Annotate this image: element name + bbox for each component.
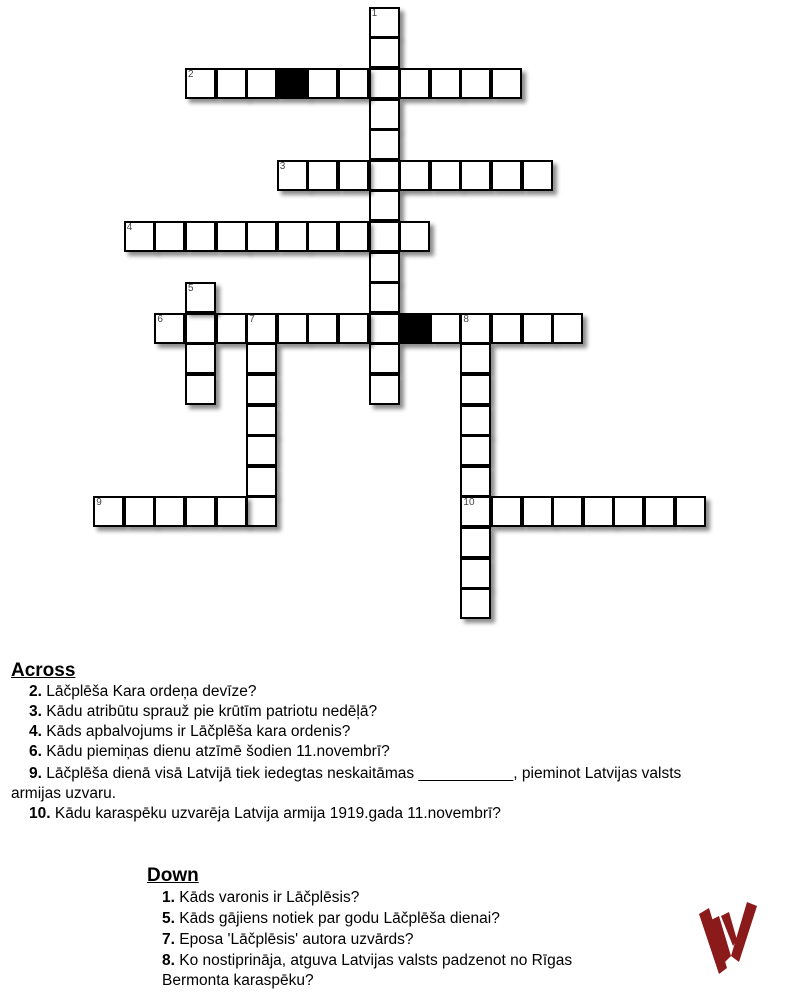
answer-cell[interactable] xyxy=(369,374,400,405)
answer-cell[interactable] xyxy=(338,160,369,191)
answer-cell[interactable] xyxy=(185,496,216,527)
black-square xyxy=(277,68,308,99)
answer-cell[interactable] xyxy=(369,343,400,374)
black-square xyxy=(399,313,430,344)
answer-cell[interactable] xyxy=(369,7,400,38)
answer-cell[interactable] xyxy=(369,190,400,221)
answer-cell[interactable] xyxy=(277,313,308,344)
answer-cell[interactable] xyxy=(460,466,491,497)
clue-text: Lāčplēša dienā visā Latvijā tiek iedegtas neskaitāmas ___________, pieminot Latvijas valsts xyxy=(46,765,682,782)
answer-cell[interactable] xyxy=(583,496,614,527)
answer-cell[interactable] xyxy=(644,496,675,527)
clue-text: Ko nostiprināja, atguva Latvijas valsts padzenot no Rīgas xyxy=(179,952,573,969)
across-clue-3 xyxy=(29,702,377,722)
answer-cell[interactable] xyxy=(460,558,491,589)
down-clue-8-continuation: Bermonta karaspēku? xyxy=(162,972,314,989)
answer-cell[interactable] xyxy=(246,343,277,374)
clue-number-label: 3 xyxy=(279,160,286,172)
answer-cell[interactable] xyxy=(369,68,400,99)
across-clue-4 xyxy=(29,722,350,742)
down-clue-8 xyxy=(162,951,572,971)
clue-text: Kāds gājiens notiek par godu Lāčplēša dienai? xyxy=(179,910,500,927)
clue-number: 8. xyxy=(162,952,175,969)
answer-cell[interactable] xyxy=(154,221,185,252)
clue-text: Kāds apbalvojums ir Lāčplēša kara ordenis? xyxy=(46,723,351,740)
answer-cell[interactable] xyxy=(154,496,185,527)
answer-cell[interactable] xyxy=(522,313,553,344)
answer-cell[interactable] xyxy=(460,343,491,374)
clue-number-label: 8 xyxy=(463,313,469,325)
clue-number-label: 9 xyxy=(96,497,102,509)
answer-cell[interactable] xyxy=(185,282,216,313)
answer-cell[interactable] xyxy=(491,68,522,99)
clue-text: Kādu atribūtu sprauž pie krūtīm patriotu nedēļā? xyxy=(46,703,378,720)
clue-number: 6. xyxy=(29,743,42,760)
answer-cell[interactable] xyxy=(277,221,308,252)
answer-cell[interactable] xyxy=(491,496,522,527)
answer-cell[interactable] xyxy=(369,37,400,68)
answer-cell[interactable] xyxy=(185,221,216,252)
clue-number: 5. xyxy=(162,910,175,927)
clue-text: Kādu karaspēku uzvarēja Latvija armija 1919.gada 11.novembrī? xyxy=(54,805,501,822)
down-clue-1 xyxy=(162,888,359,908)
answer-cell[interactable] xyxy=(307,313,338,344)
answer-cell[interactable] xyxy=(675,496,706,527)
answer-cell[interactable] xyxy=(338,68,369,99)
answer-cell[interactable] xyxy=(430,313,461,344)
down-clue-5 xyxy=(162,909,500,929)
across-clue-10 xyxy=(29,804,501,824)
answer-cell[interactable] xyxy=(460,496,491,527)
answer-cell[interactable] xyxy=(369,282,400,313)
answer-cell[interactable] xyxy=(216,496,247,527)
answer-cell[interactable] xyxy=(246,221,277,252)
answer-cell[interactable] xyxy=(124,496,155,527)
down-heading: Down xyxy=(147,865,199,886)
across-clue-9 xyxy=(29,764,789,784)
answer-cell[interactable] xyxy=(460,405,491,436)
answer-cell[interactable] xyxy=(460,374,491,405)
clue-text: Kāds varonis ir Lāčplēsis? xyxy=(179,889,360,906)
answer-cell[interactable] xyxy=(369,99,400,130)
answer-cell[interactable] xyxy=(246,466,277,497)
answer-cell[interactable] xyxy=(185,313,216,344)
clue-number: 10. xyxy=(29,805,51,822)
clue-number-label: 2 xyxy=(188,69,194,80)
answer-cell[interactable] xyxy=(460,313,491,344)
answer-cell[interactable] xyxy=(369,160,400,191)
answer-cell[interactable] xyxy=(430,160,461,191)
answer-cell[interactable] xyxy=(93,496,124,527)
answer-cell[interactable] xyxy=(460,588,491,619)
down-clue-7 xyxy=(162,930,414,950)
across-clue-9-continuation: armijas uzvaru. xyxy=(11,785,117,802)
answer-cell[interactable] xyxy=(246,496,277,527)
answer-cell[interactable] xyxy=(460,527,491,558)
clue-number: 1. xyxy=(162,889,175,906)
latvian-army-logo xyxy=(697,900,759,980)
answer-cell[interactable] xyxy=(246,313,277,344)
answer-cell[interactable] xyxy=(522,160,553,191)
answer-cell[interactable] xyxy=(185,374,216,405)
clue-number-label: 5 xyxy=(188,283,194,295)
answer-cell[interactable] xyxy=(460,68,491,99)
answer-cell[interactable] xyxy=(369,129,400,160)
answer-cell[interactable] xyxy=(552,496,583,527)
logo-stripe xyxy=(731,902,757,962)
answer-cell[interactable] xyxy=(399,160,430,191)
answer-cell[interactable] xyxy=(460,435,491,466)
answer-cell[interactable] xyxy=(491,313,522,344)
answer-cell[interactable] xyxy=(246,68,277,99)
answer-cell[interactable] xyxy=(216,313,247,344)
across-clue-6 xyxy=(29,742,390,762)
across-clue-2 xyxy=(29,682,257,702)
clue-text: Eposa 'Lāčplēsis' autora uzvārds? xyxy=(179,931,414,948)
answer-cell[interactable] xyxy=(460,160,491,191)
answer-cell[interactable] xyxy=(246,405,277,436)
answer-cell[interactable] xyxy=(399,68,430,99)
answer-cell[interactable] xyxy=(491,160,522,191)
answer-cell[interactable] xyxy=(216,221,247,252)
clue-number-label: 10 xyxy=(463,497,475,509)
clue-number-label: 4 xyxy=(126,222,133,233)
answer-cell[interactable] xyxy=(124,221,155,252)
answer-cell[interactable] xyxy=(307,160,338,191)
clue-number: 3. xyxy=(29,703,42,720)
answer-cell[interactable] xyxy=(185,343,216,374)
answer-cell[interactable] xyxy=(369,252,400,283)
answer-cell[interactable] xyxy=(185,68,216,99)
clue-text: Kādu piemiņas dienu atzīmē šodien 11.novembrī? xyxy=(46,743,390,760)
clue-text: Lāčplēša Kara ordeņa devīze? xyxy=(46,683,257,700)
clue-number: 4. xyxy=(29,723,42,740)
answer-cell[interactable] xyxy=(430,68,461,99)
answer-cell[interactable] xyxy=(552,313,583,344)
clue-number-label: 6 xyxy=(157,313,163,325)
answer-cell[interactable] xyxy=(246,435,277,466)
clue-number-label: 1 xyxy=(371,7,378,19)
answer-cell[interactable] xyxy=(399,221,430,252)
answer-cell[interactable] xyxy=(307,68,338,99)
answer-cell[interactable] xyxy=(522,496,553,527)
across-heading: Across xyxy=(11,660,76,681)
answer-cell[interactable] xyxy=(369,313,400,344)
answer-cell[interactable] xyxy=(307,221,338,252)
answer-cell[interactable] xyxy=(277,160,308,191)
clue-number-label: 7 xyxy=(249,313,255,325)
clue-number: 9. xyxy=(29,765,42,782)
answer-cell[interactable] xyxy=(613,496,644,527)
answer-cell[interactable] xyxy=(216,68,247,99)
answer-cell[interactable] xyxy=(338,221,369,252)
answer-cell[interactable] xyxy=(369,221,400,252)
answer-cell[interactable] xyxy=(338,313,369,344)
clue-number: 2. xyxy=(29,683,42,700)
answer-cell[interactable] xyxy=(246,374,277,405)
answer-cell[interactable] xyxy=(154,313,185,344)
clue-number: 7. xyxy=(162,931,175,948)
